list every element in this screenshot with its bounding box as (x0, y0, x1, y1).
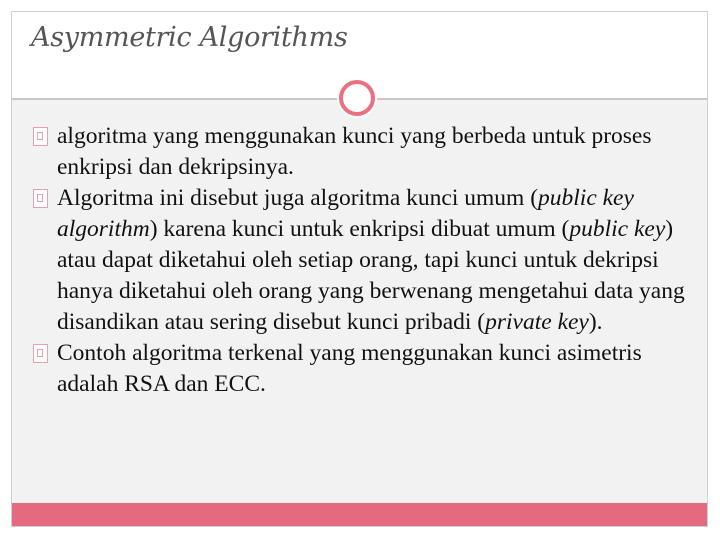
missing-glyph-box-icon (33, 189, 48, 208)
bullet-item (33, 183, 698, 338)
bullet-text-italic: private key (485, 309, 589, 335)
bullet-text-italic: public key (569, 216, 666, 242)
bullet-text-part: ). (588, 309, 603, 335)
circle-ring-icon (339, 80, 375, 116)
slide-content (33, 121, 698, 400)
bullet-text-part: Algoritma ini disebut juga algoritma kunci umum ( (57, 185, 539, 211)
missing-glyph-box-icon (33, 344, 48, 363)
bullet-item (33, 121, 698, 183)
bullet-text-italic: public key algorithm (57, 185, 634, 242)
slide-title: Asymmetric Algorithms (31, 22, 348, 53)
bullet-text: Contoh algoritma terkenal yang menggunakan kunci asimetris adalah RSA dan ECC. (57, 340, 642, 397)
bullet-text: algoritma yang menggunakan kunci yang berbeda untuk proses enkripsi dan dekripsinya. (57, 123, 652, 180)
missing-glyph-box-icon (33, 127, 48, 146)
bullet-text-part: ) karena kunci untuk enkripsi dibuat umum ( (149, 216, 570, 242)
bullet-item (33, 338, 698, 400)
footer-accent-bar (12, 503, 707, 526)
bullet-text-part: ) atau dapat diketahui oleh setiap orang, tapi kunci untuk dekripsi hanya diketahui oleh orang yang berwenang mengetahui data yang disandikan atau sering disebut kunci pribadi ( (57, 216, 685, 335)
